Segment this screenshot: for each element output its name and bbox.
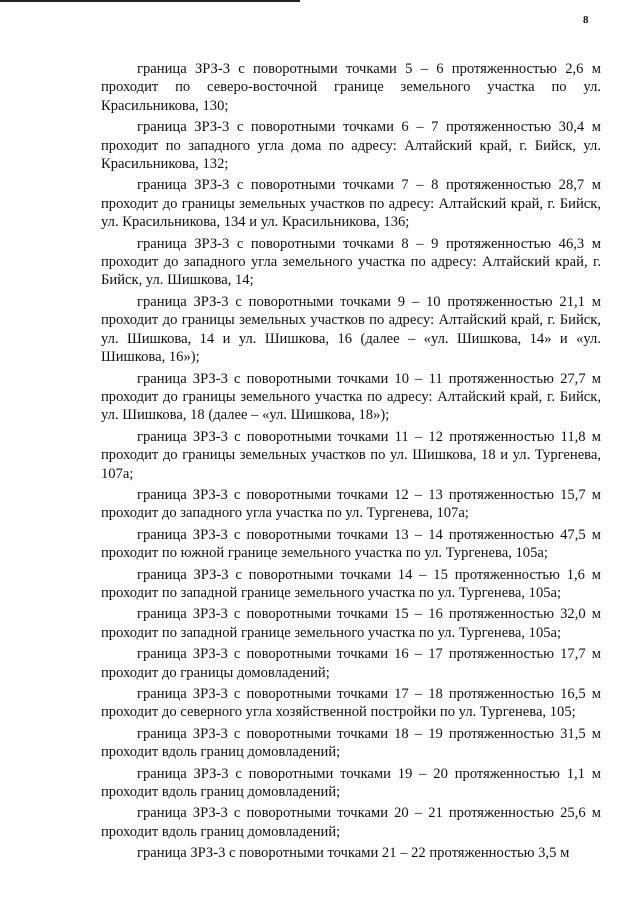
paragraph: граница ЗРЗ-3 с поворотными точками 21 – 22 протяженностью 3,5 м (137, 845, 570, 862)
paragraph: граница ЗРЗ-3 с поворотными точками 12 – 13 протяженностью 15,7 м проходит до западного угла участка по ул. Тургенева, 107а; (101, 486, 601, 522)
paragraph: граница ЗРЗ-3 с поворотными точками 20 – 21 протяженностью 25,6 м проходит вдоль границ домовладений; (101, 805, 601, 840)
top-rule (0, 0, 300, 2)
paragraph: граница ЗРЗ-3 с поворотными точками 16 – 17 протяженностью 17,7 м проходит до границы домовладений; (101, 646, 601, 681)
paragraph: граница ЗРЗ-3 с поворотными точками 19 – 20 протяженностью 1,1 м проходит вдоль границ домовладений; (101, 765, 601, 801)
paragraph: граница ЗРЗ-3 с поворотными точками 15 – 16 протяженностью 32,0 м проходит по западной границе земельного участка по ул. Тургенева, 105а; (101, 606, 601, 641)
page-number: 8 (583, 14, 589, 26)
paragraph: граница ЗРЗ-3 с поворотными точками 17 – 18 протяженностью 16,5 м проходит до северного угла хозяйственной постройки по ул. Тургенева, 105; (101, 686, 601, 721)
paragraph: граница ЗРЗ-3 с поворотными точками 11 – 12 протяженностью 11,8 м проходит до границы земельных участков по ул. Шишкова, 18 и ул. Тургенева, 107а; (101, 428, 601, 482)
paragraph: граница ЗРЗ-3 с поворотными точками 14 – 15 протяженностью 1,6 м проходит по западной границе земельного участка по ул. Тургенева, 105а; (101, 566, 601, 601)
paragraph: граница ЗРЗ-3 с поворотными точками 18 – 19 протяженностью 31,5 м проходит вдоль границ домовладений; (101, 725, 601, 761)
paragraph: граница ЗРЗ-3 с поворотными точками 8 – 9 протяженностью 46,3 м проходит до западного угла земельного участка по адресу: Алтайский край, г. Бийск, ул. Шишкова, 14; (101, 235, 601, 289)
paragraph: граница ЗРЗ-3 с поворотными точками 7 – 8 протяженностью 28,7 м проходит до границы земельных участков по адресу: Алтайский край, г. Бийск, ул. Красильникова, 134 и ул. Красильникова, 136; (101, 177, 601, 231)
document-body (101, 60, 601, 866)
paragraph: граница ЗРЗ-3 с поворотными точками 6 – 7 протяженностью 30,4 м проходит по западного угла дома по адресу: Алтайский край, г. Бийск, ул. Красильникова, 132; (101, 119, 601, 173)
paragraph: граница ЗРЗ-3 с поворотными точками 5 – 6 протяженностью 2,6 м проходит по северо-восточной границе земельного участка по ул. Красильникова, 130; (101, 61, 601, 114)
paragraph: граница ЗРЗ-3 с поворотными точками 13 – 14 протяженностью 47,5 м проходит по южной границе земельного участка по ул. Тургенева, 105а; (101, 526, 601, 562)
paragraph: граница ЗРЗ-3 с поворотными точками 10 – 11 протяженностью 27,7 м проходит до границы земельного участка по адресу: Алтайский край, г. Бийск, ул. Шишкова, 18 (далее – «ул. Шишкова, 18»); (101, 370, 601, 424)
paragraph: граница ЗРЗ-3 с поворотными точками 9 – 10 протяженностью 21,1 м проходит до границы земельных участков по адресу: Алтайский край, г. Бийск, ул. Шишкова, 14 и ул. Шишкова, 16 (далее – «ул. Шишкова, 14» и «ул. Шишкова, 16»); (101, 293, 601, 366)
